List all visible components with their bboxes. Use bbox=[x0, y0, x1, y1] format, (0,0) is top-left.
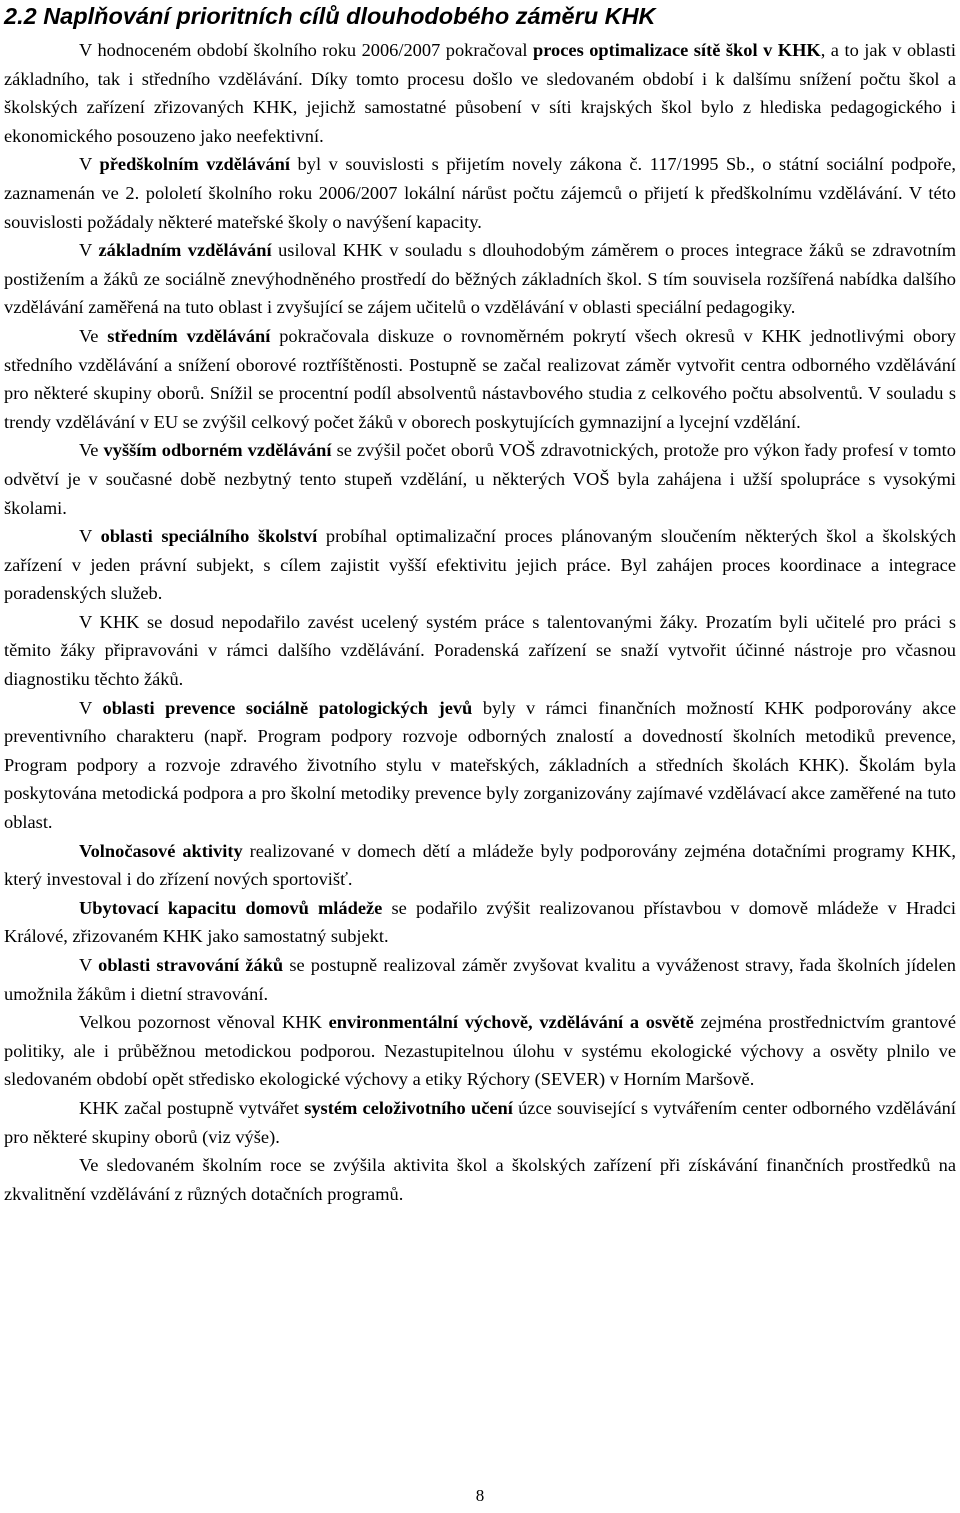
bold-phrase: středním vzdělávání bbox=[107, 325, 271, 346]
text-run: byl v souvislosti s přijetím novely zákona č. 117/1995 Sb., o státní sociální podpoře, zaznamenán ve 2. pololetí školního roku 2006/2007 lokální nárůst počtu zájemců o přijetí k předškolnímu vzdělávání. V této souvislosti požádaly některé mateřské školy o navýšení kapacity. bbox=[4, 154, 957, 232]
text-run: V bbox=[79, 955, 99, 975]
bold-phrase: předškolním vzdělávání bbox=[99, 154, 290, 175]
text-run: V bbox=[79, 240, 99, 261]
text-run: usiloval KHK v souladu s dlouhodobým záměrem o proces integrace žáků se zdravotním postižením a žáků ze sociálně znevýhodněného prostředí do běžných základních škol. S tím souvisela rozšířená nabídka dalšího vzdělávání zaměřená na tuto oblast i zvyšující se zájem učitelů o vzdělávání v oblasti speciální pedagogiky. bbox=[4, 240, 957, 318]
bold-phrase: oblasti stravování žáků bbox=[98, 955, 284, 975]
text-run: zejména prostřednictvím grantové politiky, ale i průběžnou metodickou podporou. Nezastupitelnou úlohu v systému ekologické výchovy a osvěty plnilo ve sledovaném období opět středisko ekologické výchovy a etiky Rýchory (SEVER) v Horním Maršově. bbox=[4, 1012, 957, 1090]
text-run: se zvýšil počet oborů VOŠ zdravotnických, protože pro výkon řady profesí v tomto odvětví je v současné době nezbytný tento stupeň vzdělání, u některých VOŠ byla zahájena i užší spolupráce s vysokými školami. bbox=[4, 440, 956, 518]
text-run: Ve bbox=[79, 440, 104, 461]
text-run: byly v rámci finančních možností KHK podporovány akce preventivního charakteru (např. Program podpory rozvoje odborných znalostí a dovedností školních metodiků prevence, Program podpory a rozvoje zdravého životního stylu v mateřských, základních a středních školách KHK). Školám byla poskytována metodická podpora a pro školní metodiky prevence byly zorganizovány zajímavé vzdělávací akce zaměřené na tuto oblast. bbox=[4, 697, 956, 833]
paragraph bbox=[4, 608, 956, 694]
text-run: V KHK se dosud nepodařilo zavést ucelený systém práce s talentovanými žáky. Prozatím byli učitelé pro práci s těmito žáky připravováni v rámci dalšího vzdělávání. Poradenská zařízení se snaží vytvořit účinné nástroje pro včasnou diagnostiku těchto žáků. bbox=[4, 611, 956, 690]
paragraph bbox=[4, 694, 956, 837]
text-run: úzce související s vytvářením center odborného vzdělávání pro některé skupiny oborů (viz výše). bbox=[4, 1097, 956, 1147]
section-body bbox=[4, 36, 956, 1208]
paragraph bbox=[4, 36, 956, 150]
bold-phrase: oblasti speciálního školství bbox=[100, 526, 318, 547]
bold-phrase: systém celoživotního učení bbox=[304, 1097, 513, 1118]
paragraph bbox=[4, 1094, 956, 1151]
text-run: realizované v domech dětí a mládeže byly podporovány zejména dotačními programy KHK, který investoval i do zřízení nových sportovišť. bbox=[4, 840, 956, 890]
bold-phrase: oblasti prevence sociálně patologických jevů bbox=[102, 697, 473, 718]
text-run: Ve sledovaném školním roce se zvýšila aktivita škol a školských zařízení při získávání finančních prostředků na zkvalitnění vzdělávání z různých dotačních programů. bbox=[4, 1155, 956, 1204]
bold-phrase: základním vzdělávání bbox=[98, 240, 272, 261]
text-run: Ve bbox=[79, 325, 108, 346]
text-run: se podařilo zvýšit realizovanou přístavbou v domově mládeže v Hradci Králové, zřizovaném KHK jako samostatný subjekt. bbox=[4, 897, 957, 947]
text-run: V bbox=[79, 697, 103, 718]
paragraph bbox=[4, 837, 956, 894]
paragraph bbox=[4, 1151, 956, 1208]
paragraph bbox=[4, 322, 956, 436]
paragraph bbox=[4, 436, 956, 522]
text-run: V bbox=[79, 526, 101, 547]
text-run: probíhal optimalizační proces plánovaným sloučením některých škol a školských zařízení v jeden právní subjekt, s cílem zajistit vyšší efektivitu jejich práce. Byl zahájen proces koordinace a integrace poradenských služeb. bbox=[4, 526, 957, 604]
bold-phrase: vyšším odborném vzdělávání bbox=[103, 440, 332, 461]
bold-phrase: Ubytovací kapacitu domovů mládeže bbox=[79, 897, 383, 918]
text-run: V hodnoceném období školního roku 2006/2007 pokračoval bbox=[79, 40, 533, 60]
section-heading: 2.2 Naplňování prioritních cílů dlouhodobého záměru KHK bbox=[4, 3, 656, 29]
text-run: , a to jak v oblasti základního, tak i středního vzdělávání. Díky tomto procesu došlo ve sledovaném období i k dalšímu snížení počtu škol a školských zařízení zřizovaných KHK, jejichž samostatné působení v síti krajských škol bylo z hlediska pedagogického i ekonomického posouzeno jako neefektivní. bbox=[4, 40, 956, 146]
text-run: KHK začal postupně vytvářet bbox=[79, 1097, 305, 1118]
bold-phrase: Volnočasové aktivity bbox=[79, 840, 243, 861]
bold-phrase: environmentální výchově, vzdělávání a osvětě bbox=[328, 1012, 694, 1033]
paragraph bbox=[4, 1008, 956, 1094]
paragraph bbox=[4, 951, 956, 1008]
bold-phrase: proces optimalizace sítě škol v KHK bbox=[532, 40, 821, 60]
text-run: Velkou pozornost věnoval KHK bbox=[79, 1012, 329, 1033]
text-run: V bbox=[79, 154, 100, 175]
paragraph bbox=[4, 236, 956, 322]
page-number: 8 bbox=[475, 1486, 485, 1505]
paragraph bbox=[4, 894, 956, 951]
paragraph bbox=[4, 522, 956, 608]
text-run: pokračovala diskuze o rovnoměrném pokrytí všech okresů v KHK jednotlivými obory středního vzdělávání a snížení oborové roztříštěnosti. Postupně se začal realizovat záměr vytvořit centra odborného vzdělávání pro některé skupiny oborů. Snížil se procentní podíl absolventů nástavbového studia z celkového počtu absolventů. V souladu s trendy vzdělávání v EU se zvýšil celkový počet žáků v oborech poskytujících gymnazijní a lycejní vzdělání. bbox=[4, 325, 956, 432]
text-run: se postupně realizoval záměr zvyšovat kvalitu a vyváženost stravy, řada školních jídelen umožnila žákům i dietní stravování. bbox=[4, 955, 957, 1004]
document-page bbox=[4, 0, 956, 1208]
paragraph bbox=[4, 150, 956, 236]
